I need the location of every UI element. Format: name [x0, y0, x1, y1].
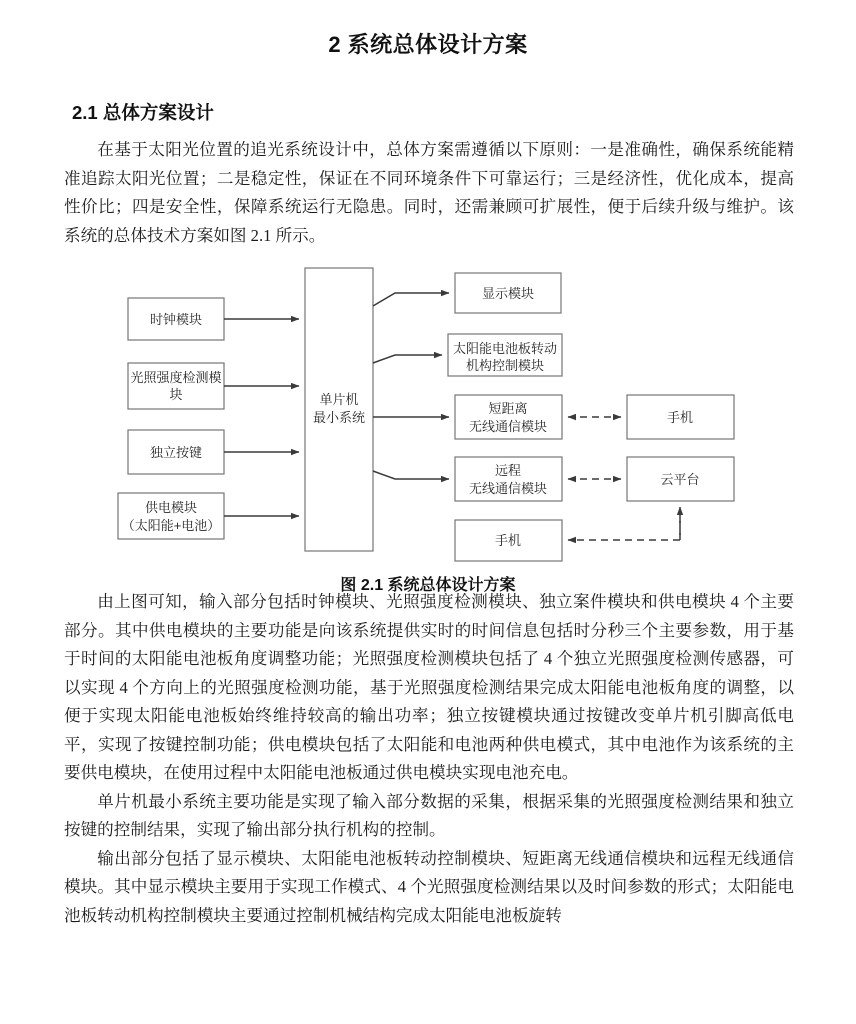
label-phone-bottom: 手机 — [494, 533, 522, 548]
label-remote-comm-line2: 无线通信模块 — [468, 481, 548, 496]
label-mcu-line1: 单片机 — [319, 392, 359, 407]
label-short-comm-line2: 无线通信模块 — [468, 419, 548, 434]
paragraph-block-bottom — [0, 588, 856, 930]
label-rotation-line1: 太阳能电池板转动 — [452, 341, 558, 356]
label-light-sensor-line1: 光照强度检测模 — [130, 370, 222, 385]
arrow-mcu-to-rotation — [373, 355, 442, 363]
label-cloud-platform: 云平台 — [660, 472, 700, 487]
paragraph-3: 单片机最小系统主要功能是实现了输入部分数据的采集，根据采集的光照强度检测结果和独立按键的控制结果，实现了输出部分执行机构的控制。 — [64, 791, 794, 839]
label-clock-module: 时钟模块 — [149, 312, 203, 327]
label-power-line2: （太阳能+电池） — [121, 518, 221, 533]
section-heading-2-1: 2.1 总体方案设计 — [72, 102, 214, 123]
label-light-sensor-line2: 块 — [169, 387, 183, 402]
arrow-mcu-to-display — [373, 293, 449, 306]
paragraph-block-top — [0, 136, 856, 250]
paragraph-1: 在基于太阳光位置的追光系统设计中，总体方案需遵循以下原则：一是准确性，确保系统能精准追踪太阳光位置；二是稳定性，保证在不同环境条件下可靠运行；三是经济性，优化成本，提高性价比；四是安全性，保障系统运行无隐患。同时，还需兼顾可扩展性，便于后续升级与维护。该系统的总体技术方案如图 2.1 所示。 — [64, 140, 794, 245]
label-rotation-line2: 机构控制模块 — [465, 358, 545, 373]
system-architecture-diagram — [0, 258, 856, 568]
arrow-mcu-to-remote-comm — [373, 471, 449, 479]
label-short-comm-line1: 短距离 — [488, 401, 528, 416]
label-power-line1: 供电模块 — [144, 500, 198, 515]
figure-caption: 图 2.1 系统总体设计方案 — [340, 577, 516, 594]
label-phone-right: 手机 — [666, 410, 694, 425]
paragraph-4: 输出部分包括了显示模块、太阳能电池板转动控制模块、短距离无线通信模块和远程无线通信模块。其中显示模块主要用于实现工作模式、4 个光照强度检测结果以及时间参数的形式；太阳能电池板转动机构控制模块主要通过控制机械结构完成太阳能电池板旋转 — [64, 848, 794, 925]
paragraph-2: 由上图可知，输入部分包括时钟模块、光照强度检测模块、独立案件模块和供电模块 4 个主要部分。其中供电模块的主要功能是向该系统提供实时的时间信息包括时分秒三个主要参数，用于基于时间的太阳能电池板角度调整功能；光照强度检测模块包括了 4 个独立光照强度检测传感器，可以实现 4 个方向上的光照强度检测功能，基于光照强度检测结果完成太阳能电池板角度的调整，以便于实现太阳能电池板始终维持较高的输出功率；独立按键模块通过按键改变单片机引脚高低电平，实现了按键控制功能；供电模块包括了太阳能和电池两种供电模式，其中电池作为该系统的主要供电模块，在使用过程中太阳能电池板通过供电模块实现电池充电。 — [64, 592, 794, 782]
label-mcu-line2: 最小系统 — [312, 410, 366, 425]
page-title: 2 系统总体设计方案 — [328, 32, 528, 57]
label-display-module: 显示模块 — [481, 286, 535, 301]
label-independent-keys: 独立按键 — [149, 445, 203, 460]
figure-2-1 — [0, 258, 856, 594]
label-remote-comm-line1: 远程 — [494, 463, 522, 478]
